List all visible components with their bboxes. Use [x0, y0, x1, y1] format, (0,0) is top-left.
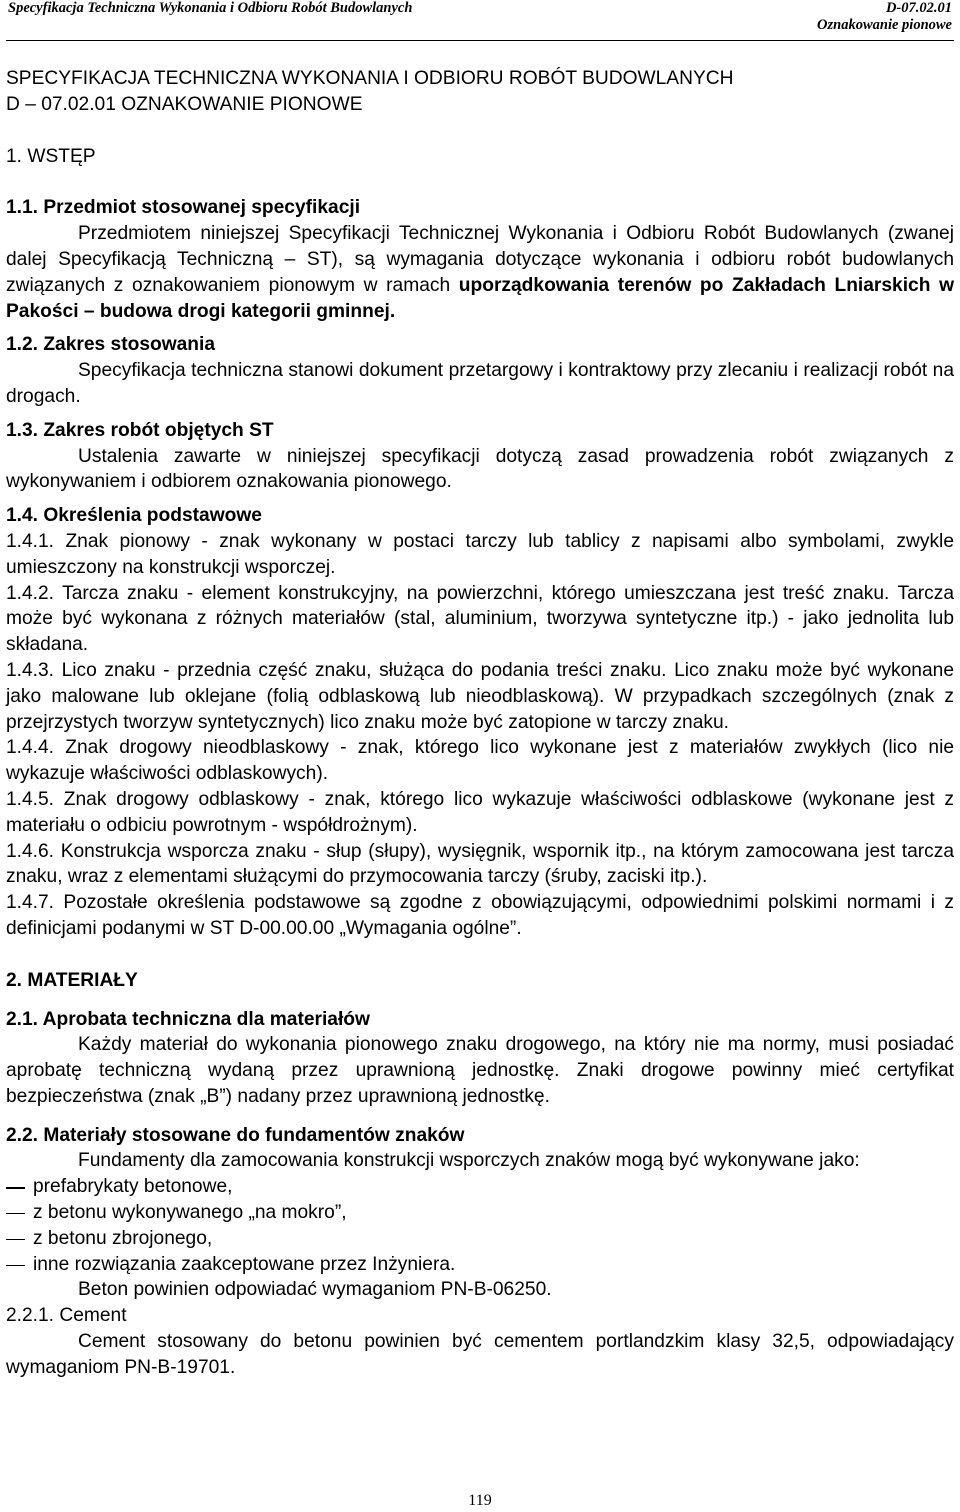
section-2-2-1-text: Cement stosowany do betonu powinien być cementem portlandzkim klasy 32,5, odpowiadający wymaganiom PN-B-19701.: [6, 1331, 954, 1378]
main-title-line2: D – 07.02.01 OZNAKOWANIE PIONOWE: [6, 93, 363, 115]
foundation-types-list: [6, 1174, 954, 1277]
list-item: z betonu wykonywanego „na mokro”,: [6, 1200, 954, 1226]
definition-1-4-1: 1.4.1. Znak pionowy - znak wykonany w postaci tarczy lub tablicy z napisami albo symbolami, zwykle umieszczony na konstrukcji wsporczej.: [6, 530, 954, 578]
section-1-1-bold-scope: uporządkowania terenów po Zakładach Lniarskich w Pakości – budowa drogi kategorii gminnej.: [6, 274, 955, 322]
section-2-2-text: Fundamenty dla zamocowania konstrukcji wsporczych znaków mogą być wykonywane jako:: [78, 1150, 860, 1172]
section-2-heading: 2. MATERIAŁY: [6, 969, 138, 991]
section-1-3-heading: 1.3. Zakres robót objętych ST: [6, 419, 274, 441]
section-1-1-text: [6, 221, 954, 324]
document-body: [6, 66, 954, 1381]
section-1-3-text: Ustalenia zawarte w niniejszej specyfikacji dotyczą zasad prowadzenia robót związanych z wykonywaniem i odbiorem oznakowania pionowego.: [6, 445, 954, 493]
section-1-1-heading: 1.1. Przedmiot stosowanej specyfikacji: [6, 197, 361, 219]
header-subject: Oznakowanie pionowe: [817, 17, 952, 33]
main-title-line1: SPECYFIKACJA TECHNICZNA WYKONANIA I ODBIORU ROBÓT BUDOWLANYCH: [6, 68, 734, 89]
section-1-1-body: Przedmiotem niniejszej Specyfikacji Technicznej Wykonania i Odbioru Robót Budowlanych (zwanej dalej Specyfikacją Techniczną – ST), są wymagania dotyczące wykonania i odbioru robót budowlanych związanych z oznakowaniem pionowym w ramach: [6, 223, 954, 296]
definition-1-4-4: 1.4.4. Znak drogowy nieodblaskowy - znak, którego lico wykonane jest z materiałów zwykłych (lico nie wykazuje właściwości odblaskowych).: [6, 737, 954, 785]
list-item: inne rozwiązania zaakceptowane przez Inżyniera.: [6, 1252, 954, 1278]
definition-1-4-3: 1.4.3. Lico znaku - przednia część znaku, służąca do podania treści znaku. Lico znaku może być wykonane jako malowane lub oklejane (folią odblaskową lub nieodblaskową). W przypadkach szczególnych (znak z przejrzystych tworzyw syntetycznych) lico znaku może być zatopione w tarczy znaku.: [6, 659, 954, 733]
concrete-requirement-text: Beton powinien odpowiadać wymaganiom PN-B-06250.: [78, 1279, 552, 1301]
definition-1-4-2: 1.4.2. Tarcza znaku - element konstrukcyjny, na powierzchni, którego umieszczana jest treść znaku. Tarcza może być wykonana z różnych materiałów (stal, aluminium, tworzywa syntetyczne itp.) - jako jednolita lub składana.: [6, 582, 954, 656]
header-document-title: Specyfikacja Techniczna Wykonania i Odbioru Robót Budowlanych: [8, 0, 413, 16]
running-header: [6, 0, 954, 41]
section-1-4-heading: 1.4. Określenia podstawowe: [6, 505, 262, 527]
section-2-2-1-heading: 2.2.1. Cement: [6, 1305, 127, 1327]
definition-1-4-7: 1.4.7. Pozostałe określenia podstawowe są zgodne z obowiązującymi, odpowiednimi polskimi normami i z definicjami podanymi w ST D-00.00.00 „Wymagania ogólne”.: [6, 892, 954, 939]
section-2-1-heading: 2.1. Aprobata techniczna dla materiałów: [6, 1008, 370, 1030]
section-1-2-text: Specyfikacja techniczna stanowi dokument przetargowy i kontraktowy przy zlecaniu i realizacji robót na drogach.: [6, 360, 954, 407]
definition-1-4-5: 1.4.5. Znak drogowy odblaskowy - znak, którego lico wykazuje właściwości odblaskowe (wykonane jest z materiału o odbiciu powrotnym - współdrożnym).: [6, 788, 954, 836]
page-number: 119: [468, 1492, 492, 1509]
header-right-block: [817, 0, 952, 34]
section-1-2-heading: 1.2. Zakres stosowania: [6, 334, 216, 356]
definition-1-4-6: 1.4.6. Konstrukcja wsporcza znaku - słup (słupy), wysięgnik, wspornik itp., na którym zamocowana jest tarcza znaku, wraz z elementami służącymi do przymocowania tarczy (śruby, zaciski itp.).: [6, 840, 954, 888]
section-1-heading: 1. WSTĘP: [6, 145, 96, 167]
section-2-2-heading: 2.2. Materiały stosowane do fundamentów znaków: [6, 1124, 465, 1146]
list-item: z betonu zbrojonego,: [6, 1226, 954, 1252]
list-item: prefabrykaty betonowe,: [6, 1174, 954, 1200]
header-spec-code: D-07.02.01: [885, 0, 952, 16]
section-2-1-text: Każdy materiał do wykonania pionowego znaku drogowego, na który nie ma normy, musi posiadać aprobatę techniczną wydaną przez uprawnioną jednostkę. Znaki drogowe powinny mieć certyfikat bezpieczeństwa (znak „B”) nadany przez uprawnioną jednostkę.: [6, 1034, 954, 1107]
